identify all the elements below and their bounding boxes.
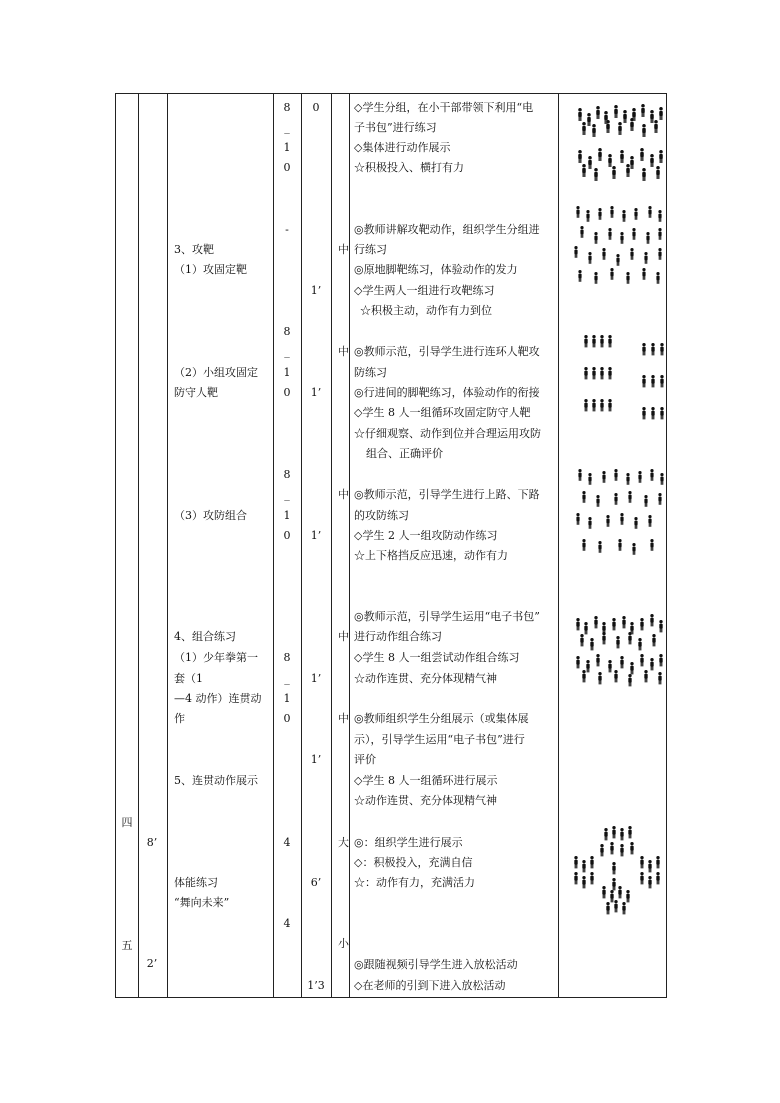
person-icon [626,164,630,177]
person-icon [588,252,591,264]
method-line: 评价 [354,753,376,766]
person-icon [620,513,623,525]
person-icon [620,656,623,668]
method-line: ◇集体进行动作展示 [354,141,451,154]
intensity-value: 中 [338,712,349,725]
person-icon [608,660,611,672]
person-icon [580,226,583,238]
person-icon [576,513,579,525]
person-icon [656,856,659,868]
person-icon [608,367,611,379]
person-icon [659,620,662,632]
method-line: ◎原地脚靶练习，体验动作的发力 [354,263,518,276]
reps-value: 4 [283,836,291,849]
person-icon [642,268,645,280]
person-icon [612,618,615,630]
person-icon [584,367,587,379]
person-icon [612,826,615,838]
method-line: 组合、正确评价 [366,447,443,460]
content-item: —4 动作）连贯动 [174,692,262,705]
method-line: ◇：积极投入，充满自信 [354,856,473,869]
person-icon [580,634,583,646]
person-icon [650,539,653,551]
person-icon [626,890,629,902]
person-icon [604,828,607,840]
pairs-formation-figures [570,465,666,560]
person-icon [659,107,663,120]
duration-value: 1’ [310,672,322,685]
person-icon [596,106,600,119]
person-icon [650,154,654,167]
person-icon [630,156,634,169]
content-item: 套（1 [174,672,203,685]
phase-four: 四 [121,816,133,829]
person-icon [610,268,613,280]
person-icon [584,399,587,411]
person-icon [644,495,647,507]
column-divider [138,93,139,998]
person-icon [600,367,603,379]
method-line: ◇学生 8 人一组循环进行展示 [354,774,498,787]
person-icon [600,335,603,347]
person-icon [646,232,649,244]
person-icon [587,113,591,126]
method-line: ◎行进间的脚靶练习，体验动作的衔接 [354,386,540,399]
person-icon [608,399,611,411]
person-icon [588,473,591,485]
person-icon [576,656,579,668]
person-icon [614,900,617,912]
person-icon [592,399,595,411]
column-divider [167,93,168,998]
person-icon [640,148,644,161]
content-item: 作 [174,712,185,725]
person-icon [658,228,661,240]
person-icon [651,375,654,387]
person-icon [660,375,663,387]
person-icon [634,208,637,220]
intensity-value: 中 [338,345,349,358]
method-line: ☆仔细观察、动作到位并合理运用攻防 [354,427,541,440]
table-border-top [115,93,667,94]
person-icon [628,632,631,644]
person-icon [620,150,624,163]
method-line: 的攻防练习 [354,509,409,522]
method-line: ☆动作连贯、充分体现精气神 [354,794,497,807]
person-icon [586,660,589,672]
duration-value: 0 [312,101,320,114]
person-icon [584,335,587,347]
person-icon [644,252,647,264]
column-divider [558,93,559,998]
person-icon [590,856,593,868]
person-icon [586,210,589,222]
method-line: ◎教师示范，引导学生进行上路、下路 [354,488,540,501]
person-icon [632,228,635,240]
person-icon [648,206,651,218]
person-icon [578,469,581,481]
method-line: 示），引导学生运用“电子书包”进行 [354,733,525,746]
person-icon [574,856,577,868]
content-item: 4、组合练习 [174,630,236,643]
reps-value: _ [284,345,290,358]
person-icon [658,210,661,222]
person-icon [598,148,602,161]
person-icon [620,844,623,856]
person-icon [654,120,658,133]
person-icon [640,872,643,884]
person-icon [610,206,613,218]
person-icon [640,618,643,630]
content-item: 5、连贯动作展示 [174,774,258,787]
person-icon [620,828,623,840]
person-icon [622,210,625,222]
method-line: ◇学生 8 人一组循环攻固定防守人靶 [354,406,531,419]
person-icon [634,517,637,529]
person-icon [588,156,592,169]
column-divider [273,93,274,998]
reps-value: 8 [283,468,291,481]
table-border-right [666,93,667,998]
person-icon [638,471,641,483]
person-icon [600,844,603,856]
person-icon [596,654,599,666]
method-line: ☆：动作有力，充满活力 [354,876,475,889]
method-line: ☆积极投入、横打有力 [354,161,464,174]
person-icon [574,872,577,884]
content-item: 体能练习 [174,876,218,889]
person-icon [582,860,585,872]
person-icon [582,539,585,551]
person-icon [606,120,610,133]
person-icon [602,632,605,644]
person-icon [594,168,598,181]
person-icon [648,515,651,527]
reps-value: 8 [283,325,291,338]
person-icon [606,902,609,914]
person-icon [582,164,586,177]
person-icon [612,166,616,179]
content-item: 3、攻靶 [174,243,214,256]
person-icon [630,248,633,260]
person-icon [630,118,634,131]
person-icon [632,543,635,555]
person-icon [658,672,661,684]
person-icon [630,842,633,854]
method-line: ☆上下格挡反应迅速，动作有力 [354,549,508,562]
person-icon [628,491,631,503]
method-line: ◎教师组织学生分组展示（或集体展 [354,712,529,725]
content-item: “舞向未来” [174,896,230,909]
person-icon [614,105,618,118]
person-icon [658,248,661,260]
person-icon [606,515,609,527]
person-icon [651,407,654,419]
rows-formation-figures [578,333,666,428]
person-icon [642,407,645,419]
method-line: ☆积极主动，动作有力到位 [360,304,492,317]
method-line: 行练习 [354,243,387,256]
reps-value: 0 [283,529,291,542]
person-icon [644,670,647,682]
method-line: ◇学生分组，在小干部带领下利用“电 [354,101,534,114]
person-icon [640,856,643,868]
method-line: ◎跟随视频引导学生进入放松活动 [354,958,518,971]
duration-value: 1’3 [307,979,325,992]
person-icon [582,122,586,135]
person-icon [628,826,631,838]
reps-value: 1 [283,141,291,154]
reps-value: 8 [283,651,291,664]
person-icon [642,124,646,137]
person-icon [650,110,654,123]
table-border-bottom [115,997,667,998]
method-line: ◇在老师的引到下进入放松活动 [354,979,506,992]
reps-value: 0 [283,161,291,174]
person-icon [610,842,613,854]
person-icon [578,270,581,282]
intensity-value: 中 [338,488,349,501]
method-line: ◎教师示范，引导学生运用“电子书包” [354,610,540,623]
person-icon [602,471,605,483]
person-icon [612,878,615,890]
person-icon [618,539,621,551]
person-icon [656,166,660,179]
phase-five: 五 [121,939,133,952]
reps-value: 1 [283,509,291,522]
person-icon [616,254,619,266]
person-icon [594,272,597,284]
person-icon [576,618,579,630]
person-icon [582,876,585,888]
person-icon [650,614,653,626]
person-icon [652,634,655,646]
person-icon [598,208,601,220]
reps-value: 1 [283,366,291,379]
content-item: （2）小组攻固定 [174,366,258,379]
person-icon [608,228,611,240]
person-icon [659,654,662,666]
person-icon [626,473,629,485]
method-line: ◇学生两人一组进行攻靶练习 [354,284,495,297]
reps-value: 8 [283,101,291,114]
person-icon [592,124,596,137]
content-item: （1）攻固定靶 [174,263,247,276]
person-icon [592,367,595,379]
person-icon [590,638,593,650]
person-icon [610,890,613,902]
reps-value: _ [284,488,290,501]
person-icon [616,636,619,648]
person-icon [651,343,654,355]
person-icon [642,343,645,355]
person-icon [588,517,591,529]
person-icon [638,638,641,650]
intensity-value: 小 [338,937,349,950]
person-icon [618,886,621,898]
person-icon [660,407,663,419]
table-border-left [115,93,116,998]
circle-formation-figures [568,824,666,916]
person-icon [622,902,625,914]
method-line: ◎教师讲解攻靶动作，组织学生分组进 [354,223,540,236]
person-icon [656,272,659,284]
person-icon [598,672,601,684]
person-icon [626,272,629,284]
person-icon [658,493,661,505]
content-item: （3）攻防组合 [174,509,247,522]
person-icon [578,108,582,121]
person-icon [582,670,585,682]
person-icon [650,469,653,481]
person-icon [614,670,617,682]
method-line: ◇学生 8 人一组尝试动作组合练习 [354,651,520,664]
column-divider [301,93,302,998]
person-icon [660,343,663,355]
group-formation-figures [570,100,666,190]
person-icon [656,872,659,884]
column-divider [349,93,350,998]
duration-value: 1’ [310,386,322,399]
method-line: ◎教师示范，引导学生进行连环人靶攻 [354,345,540,358]
phase-time: 8’ [146,836,158,849]
person-icon [574,246,577,258]
person-icon [650,658,653,670]
person-icon [614,493,617,505]
person-icon [578,150,582,163]
person-icon [628,674,631,686]
person-icon [614,469,617,481]
reps-value: 4 [283,917,291,930]
person-icon [623,110,627,123]
person-icon [576,206,579,218]
reps-value: 0 [283,712,291,725]
content-item: 防守人靶 [174,386,218,399]
scattered-formation-figures [570,202,666,296]
person-icon [622,616,625,628]
method-line: ☆动作连贯、充分体现精气神 [354,672,497,685]
reps-value: 0 [283,386,291,399]
person-icon [602,248,605,260]
person-icon [641,104,645,117]
column-divider [331,93,332,998]
person-icon [618,122,622,135]
person-icon [602,886,605,898]
group-formation-figures [570,612,666,692]
person-icon [659,150,663,163]
person-icon [594,616,597,628]
person-icon [648,876,651,888]
person-icon [594,232,597,244]
person-icon [596,495,599,507]
person-icon [642,168,646,181]
reps-value: - [285,223,289,236]
person-icon [640,654,643,666]
person-icon [612,862,615,874]
reps-value: 1 [283,692,291,705]
person-icon [642,375,645,387]
duration-value: 1’ [310,529,322,542]
person-icon [660,473,663,485]
method-line: 子书包”进行练习 [354,121,437,134]
method-line: ◎：组织学生进行展示 [354,836,463,849]
person-icon [648,860,651,872]
person-icon [590,872,593,884]
person-icon [598,541,601,553]
phase-time: 2’ [146,957,158,970]
person-icon [630,662,633,674]
person-icon [592,335,595,347]
duration-value: 6’ [310,876,322,889]
intensity-value: 大 [338,836,349,849]
person-icon [584,622,587,634]
method-line: 防练习 [354,366,387,379]
duration-value: 1’ [310,284,322,297]
intensity-value: 中 [338,243,349,256]
person-icon [608,335,611,347]
reps-value: _ [284,121,290,134]
intensity-value: 中 [338,630,349,643]
method-line: 进行动作组合练习 [354,630,442,643]
person-icon [600,399,603,411]
person-icon [620,232,623,244]
person-icon [582,491,585,503]
reps-value: _ [284,672,290,685]
duration-value: 1’ [310,753,322,766]
person-icon [608,154,612,167]
method-line: ◇学生 2 人一组攻防动作练习 [354,529,498,542]
content-item: （1）少年拳第一 [174,651,258,664]
